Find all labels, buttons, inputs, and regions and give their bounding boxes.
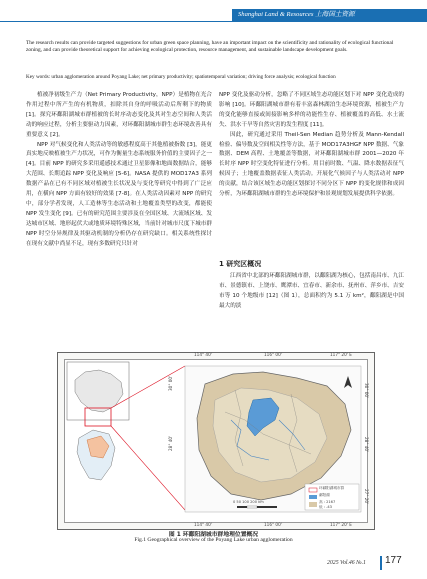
bottom-tick-label: 114° 40' <box>194 522 212 527</box>
top-tick-label: 116° 00' <box>264 352 282 357</box>
right-tick-label: 27° 20' <box>364 489 369 505</box>
jiangxi-inset-map <box>77 430 115 480</box>
left-column <box>26 91 212 250</box>
header-rule <box>0 21 427 22</box>
scale-bar <box>237 506 277 508</box>
figure-caption-en: Fig.1 Geographical overview of the Poyang Lake urban agglomeration <box>134 537 293 543</box>
journal-header: Shanghai Land & Resources 上海国土资源 <box>238 11 355 18</box>
bottom-tick-label: 117° 20' E <box>330 522 352 527</box>
page-number-bar <box>380 556 382 570</box>
legend-label: 鄱阳湖 <box>319 493 330 497</box>
paragraph: 因此，研究通过采用 Theil-Sen Median 趋势分析及 Mann-Kendall 检验、偏导数及空间相关性等方法，基于 MOD17A3HGF NPP 数据、气象数据、DEM 高程、土地覆盖等数据，对环鄱阳湖城市群 2001—2020 年长时序 NPP 时空变化特征进行分析。用目前时数、气温、降水数据表征气候因子；土地覆盖数据表征人类活动。开展化气候因子与人类活动对 NPP 的贡献，结合该区域生态功能区划探讨不同分区下 NPP 的变化规律和成因分析，为环鄱阳湖城市群的生态环境保护和景观规划发展提供科学依据。 <box>219 131 404 198</box>
paragraph: NPP 变化及驱动分析，忽略了不同区域生态功能区划下对 NPP 变化造成的影响 [10]。环鄱阳湖城市群有着丰富森林湖泊生态环境资源，植被生产力的变化能够直接或间接影响多样的功能性生存、植被覆盖的高低、水土流失、洪水干旱等自然灾害的发生程度 [11]。 <box>219 92 404 128</box>
left-tick-label: 28° 40' <box>168 435 173 451</box>
legend-label: 低 : -43 <box>319 505 332 509</box>
section-body: 江西省中北部的环鄱阳湖城市群，以鄱阳湖为核心，包括南昌市、九江市、景德镇市、上饶市、鹰潭市、宜春市、新余市、抚州市、萍乡市、吉安市等 10 个地级市 [12]（图 1），总面积约为 5.1 万 km²，鄱阳湖是中国最大的淡 <box>219 273 404 309</box>
keywords: Key words: urban agglomeration around Poyang Lake; net primary productivity; spatiotemporal variation; driving force analysis; ecological function <box>26 74 336 80</box>
abstract-text: The research results can provide targeted suggestions for urban green space planning, have an important impact on the scientificity and rationality of ecological functional zoning, and can provide theoretical support for achieving ecological protection, resource management, and sustainable landscape development goals. <box>26 40 394 53</box>
legend-label: 高 : 2167 <box>319 500 336 504</box>
bottom-tick-label: 116° 00' <box>264 522 282 527</box>
page-number: 177 <box>385 555 402 566</box>
right-column <box>219 91 404 200</box>
china-inset-map <box>67 362 129 426</box>
right-tick-label: 30° 00' <box>364 383 369 399</box>
top-tick-label: 114° 40' <box>194 352 212 357</box>
scale-label: 0 50 100 200 km <box>233 500 264 504</box>
figure-caption-cn: 图 1 环鄱阳湖城市群地理位置概况 <box>168 532 259 538</box>
top-tick-label: 117° 20' E <box>330 352 352 357</box>
paragraph: NPP 对气候变化和人类活动等的敏感程度高于其他植被指数 [3]，能更真实地反映植被生产力状况，可作为衡量生态系统服务价值的主要因子之一 [4]。目前 NPP 的研究多采用遥感技术通过卫星影像和地面数据结合，能够大范围、长期追踪 NPP 变化及响应 [5-6]。NASA 提供的 MOD17A3 系列数据产品在已有不同区域对植被生长状况及与变化等研究中得到了广泛应用，在横向 NPP 方面有较好的效果 [7-8]。在人类活动因素对 NPP 的研究中，部分学者发现，人工造林等生态活动和土地覆盖类型的改变，都能使 NPP 发生变化 [9]。已有的研究范围主要涉及在全国区域、大流域区域、发达城市区域、地形起伏大或地质环境特殊区域，当前针对城市尺度下城市群 NPP 时空分异规律及其驱动机制的分析仍存在研究缺口。相关系统性探讨在现有文献中尚显不足，现有多数研究只针对 <box>26 141 212 247</box>
map-frame <box>64 359 368 523</box>
study-area-map <box>57 352 375 530</box>
paragraph: 植被净初级生产力（Net Primary Productivity，NPP）是植物在光合作用过程中所产生的有机物质，扣除其自身的呼吸活动后所剩下的物质 [1]。探究环鄱阳湖城市群植被的长时序动态变化及其对生态空间和人类活动的响应过程，分析主要驱动力因素，对环鄱阳湖城市群生态环境改善具有重要意义 [2]。 <box>26 92 212 138</box>
volume-info: 2025 Vol.46 №.1 <box>327 560 366 566</box>
section-heading: 1 研究区概况 <box>219 260 262 268</box>
legend-label: 环鄱阳湖城市群 <box>319 486 345 490</box>
right-tick-label: 28° 40' <box>364 437 369 453</box>
left-tick-label: 30° 00' <box>168 375 173 391</box>
